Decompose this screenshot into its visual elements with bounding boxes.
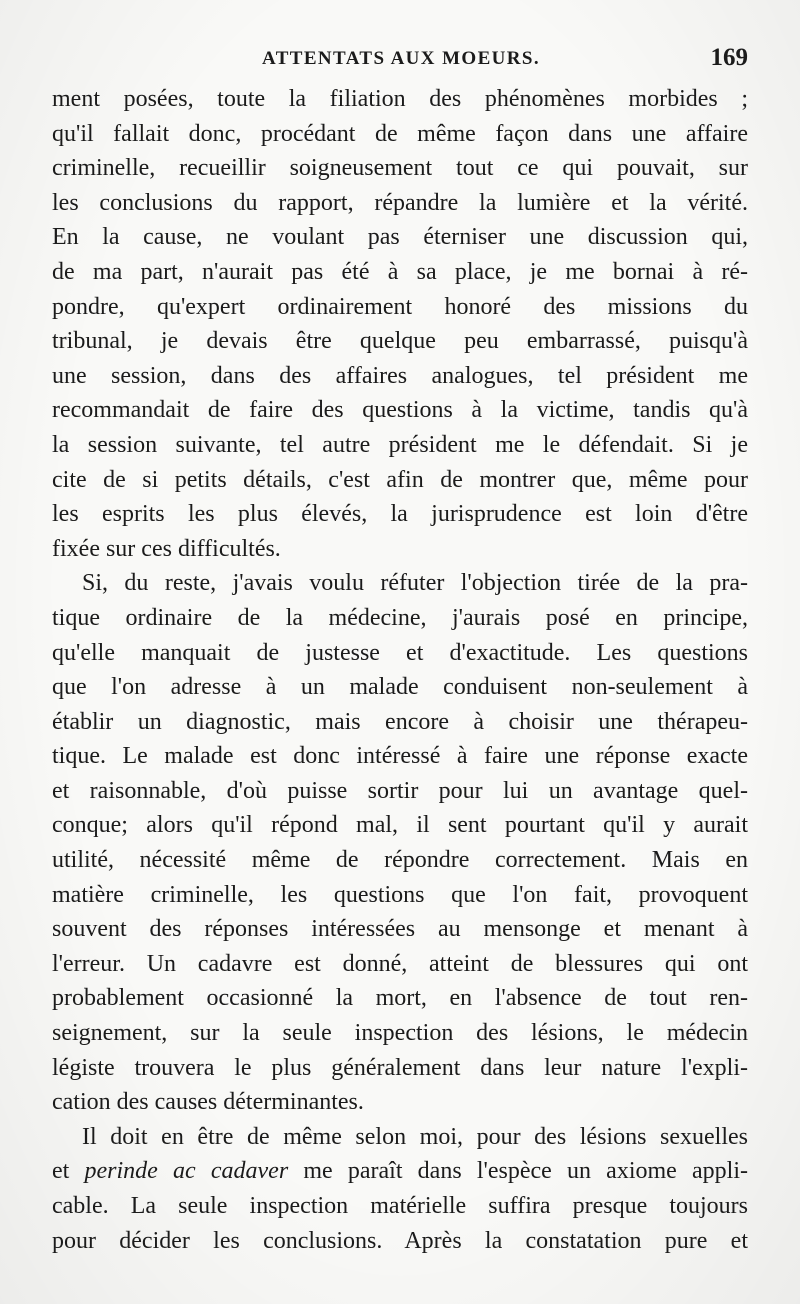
text-line: établir un diagnostic, mais encore à choisir une thérapeu- [52,708,748,735]
text-line: En la cause, ne voulant pas éterniser une discussion qui, [52,224,748,251]
text-line: matière criminelle, les questions que l'on fait, provoquent [52,881,748,908]
text-line: tique. Le malade est donc intéressé à faire une réponse exacte [52,743,748,770]
text-line: et raisonnable, d'où puisse sortir pour lui un avantage quel- [52,777,748,804]
text-line: cite de si petits détails, c'est afin de montrer que, même pour [52,466,748,493]
text-line: Il doit en être de même selon moi, pour des lésions sexuelles [82,1123,748,1150]
text-line: ment posées, toute la filiation des phénomènes morbides ; [52,86,748,112]
text-line: recommandait de faire des questions à la victime, tandis qu'à [52,397,748,424]
text-line: légiste trouvera le plus généralement dans leur nature l'expli- [52,1054,748,1081]
text-line: de ma part, n'aurait pas été à sa place, je me bornai à ré- [52,258,748,285]
text-line: seignement, sur la seule inspection des lésions, le médecin [52,1020,748,1047]
text-line: fixée sur ces difficultés. [52,535,281,562]
text-line: qu'elle manquait de justesse et d'exactitude. Les questions [52,639,748,666]
text-line: pondre, qu'expert ordinairement honoré des missions du [52,293,748,320]
text-line: tribunal, je devais être quelque peu embarrassé, puisqu'à [52,328,748,355]
text-line: l'erreur. Un cadavre est donné, atteint de blessures qui ont [52,950,748,977]
text-line: les conclusions du rapport, répandre la lumière et la vérité. [52,189,748,216]
text-line: souvent des réponses intéressées au mensonge et menant à [52,916,748,943]
text-line: les esprits les plus élevés, la jurisprudence est loin d'être [52,501,748,528]
text-line: cable. La seule inspection matérielle suffira presque toujours [52,1193,748,1219]
text-line: probablement occasionné la mort, en l'absence de tout ren- [52,985,748,1012]
text-line: conque; alors qu'il répond mal, il sent pourtant qu'il y aurait [52,812,748,839]
text-line: la session suivante, tel autre président me le défendait. Si je [52,431,748,458]
text-line: cation des causes déterminantes. [52,1089,364,1116]
text-line: pour décider les conclusions. Après la constatation pure et [52,1227,748,1254]
text-line: une session, dans des affaires analogues, tel président me [52,362,748,389]
text-line: criminelle, recueillir soigneusement tout ce qui pouvait, sur [52,155,748,182]
text-line: tique ordinaire de la médecine, j'aurais posé en principe, [52,604,748,631]
text-line: que l'on adresse à un malade conduisent non-seulement à [52,674,748,701]
text-line: et perinde ac cadaver me paraît dans l'espèce un axiome appli- [52,1158,748,1185]
body-text [52,82,748,1258]
text-line: Si, du reste, j'avais voulu réfuter l'objection tirée de la pra- [82,570,748,597]
running-head: ATTENTATS AUX MOEURS. [262,48,541,69]
latin-phrase: perinde ac cadaver [84,1158,289,1185]
page-header [52,44,748,76]
text-line: utilité, nécessité même de répondre correctement. Mais en [52,847,748,874]
page-number: 169 [710,44,748,71]
text-line: qu'il fallait donc, procédant de même façon dans une affaire [52,120,748,147]
